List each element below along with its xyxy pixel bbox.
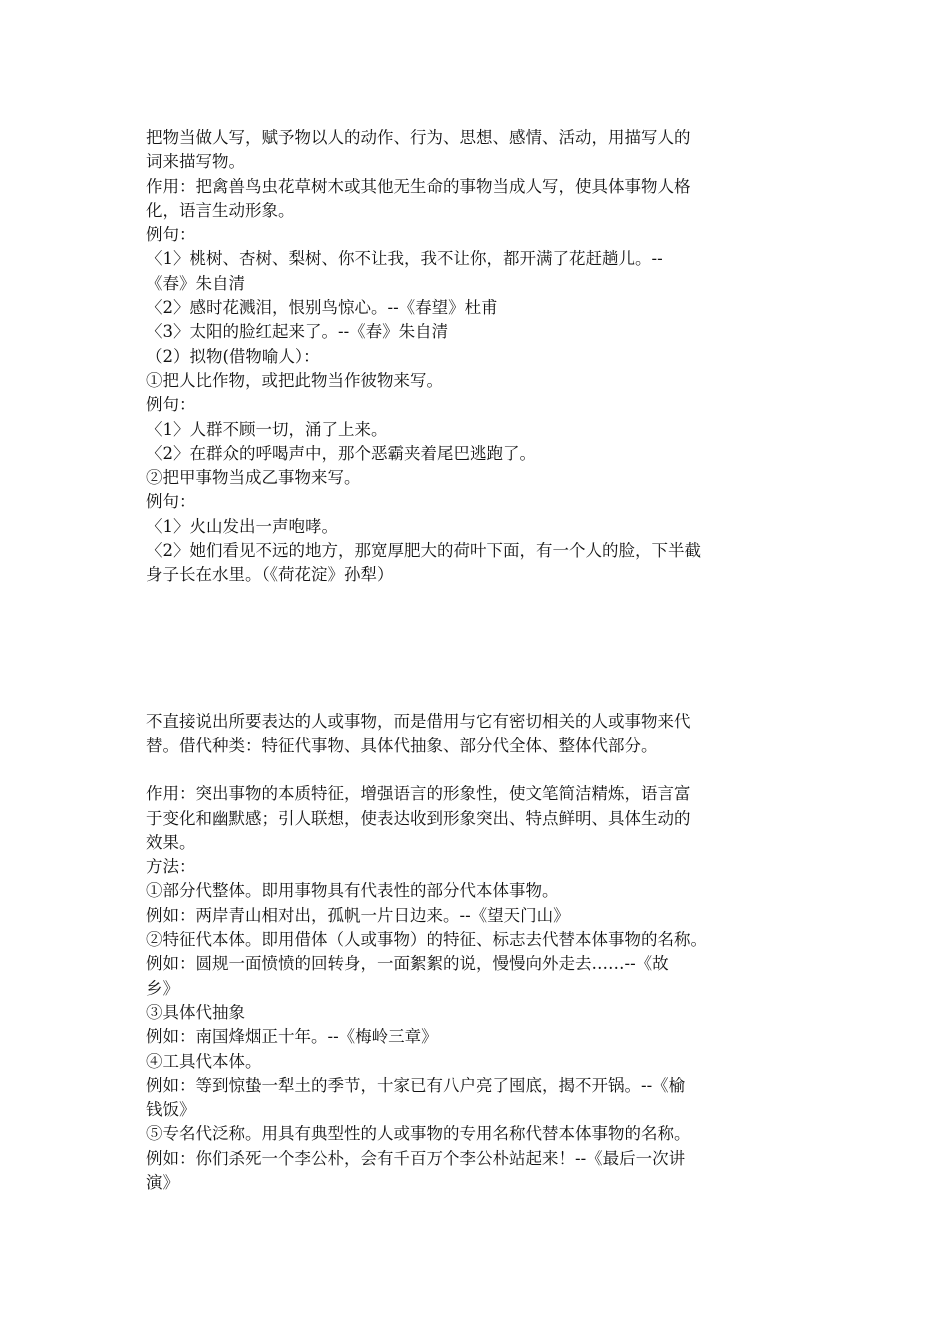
text-line: 例如：圆规一面愤愤的回转身，一面絮絮的说，慢慢向外走去……--《故 — [146, 954, 669, 974]
text-line: 〈1〉桃树、杏树、梨树、你不让我，我不让你，都开满了花赶趟儿。-- — [146, 249, 663, 269]
section-metonymy — [146, 710, 816, 1196]
text-line: 身子长在水里。（《荷花淀》孙犁） — [146, 565, 394, 585]
text-line: 例句： — [146, 395, 196, 415]
text-line: 例如：南国烽烟正十年。--《梅岭三章》 — [146, 1027, 438, 1047]
text-line: 钱饭》 — [146, 1100, 196, 1120]
text-line: ④工具代本体。 — [146, 1051, 262, 1071]
text-line: ③具体代抽象 — [146, 1002, 245, 1022]
text-line: ①部分代整体。即用事物具有代表性的部分代本体事物。 — [146, 881, 559, 901]
text-line: ⑤专名代泛称。用具有典型性的人或事物的专用名称代替本体事物的名称。 — [146, 1124, 691, 1144]
text-line: 〈3〉太阳的脸红起来了。--《春》朱自清 — [146, 322, 449, 342]
text-line: ②把甲事物当成乙事物来写。 — [146, 468, 361, 488]
text-line: 〈2〉在群众的呼喝声中，那个恶霸夹着尾巴逃跑了。 — [146, 443, 536, 463]
text-line: 把物当做人写，赋予物以人的动作、行为、思想、感情、活动，用描写人的 — [146, 128, 691, 147]
text-line: 于变化和幽默感；引人联想，使表达收到形象突出、特点鲜明、具体生动的 — [146, 808, 691, 828]
text-line: 《春》朱自清 — [146, 273, 245, 293]
text-line: 例句： — [146, 225, 196, 245]
text-line: 〈2〉感时花溅泪，恨别鸟惊心。--《春望》杜甫 — [146, 298, 498, 318]
text-line: 效果。 — [146, 832, 196, 852]
text-line: 例句： — [146, 492, 196, 512]
text-line: ②特征代本体。即用借体（人或事物）的特征、标志去代替本体事物的名称。 — [146, 930, 707, 950]
text-line: 〈1〉人群不顾一切，涌了上来。 — [146, 419, 388, 439]
paragraph-spacer — [146, 758, 816, 782]
text-line: 作用：把禽兽鸟虫花草树木或其他无生命的事物当成人写，使具体事物人格 — [146, 176, 691, 196]
text-line: 演》 — [146, 1172, 179, 1192]
text-line: 〈2〉她们看见不远的地方，那宽厚肥大的荷叶下面，有一个人的脸，下半截 — [146, 541, 701, 561]
document-page — [146, 126, 816, 1195]
text-line: 替。借代种类：特征代事物、具体代抽象、部分代全体、整体代部分。 — [146, 735, 658, 755]
text-line: 作用：突出事物的本质特征，增强语言的形象性，使文笔简洁精炼，语言富 — [146, 784, 691, 804]
text-line: 例如：等到惊蛰一犁土的季节，十家已有八户亮了囤底，揭不开锅。--《榆 — [146, 1075, 686, 1095]
text-line: 乡》 — [146, 978, 179, 998]
text-line: 例如：你们杀死一个李公朴，会有千百万个李公朴站起来！--《最后一次讲 — [146, 1148, 686, 1168]
text-line: ①把人比作物，或把此物当作彼物来写。 — [146, 370, 443, 390]
section-spacer — [146, 588, 816, 710]
text-line: 方法： — [146, 857, 196, 877]
text-line: 化，语言生动形象。 — [146, 200, 295, 220]
text-line: 〈1〉火山发出一声咆哮。 — [146, 516, 338, 536]
section-personification — [146, 126, 816, 588]
text-line: 不直接说出所要表达的人或事物，而是借用与它有密切相关的人或事物来代 — [146, 711, 691, 731]
text-line: 词来描写物。 — [146, 152, 245, 172]
text-line: 例如：两岸青山相对出，孤帆一片日边来。--《望天门山》 — [146, 905, 570, 925]
text-line: （2）拟物(借物喻人）： — [146, 346, 320, 366]
